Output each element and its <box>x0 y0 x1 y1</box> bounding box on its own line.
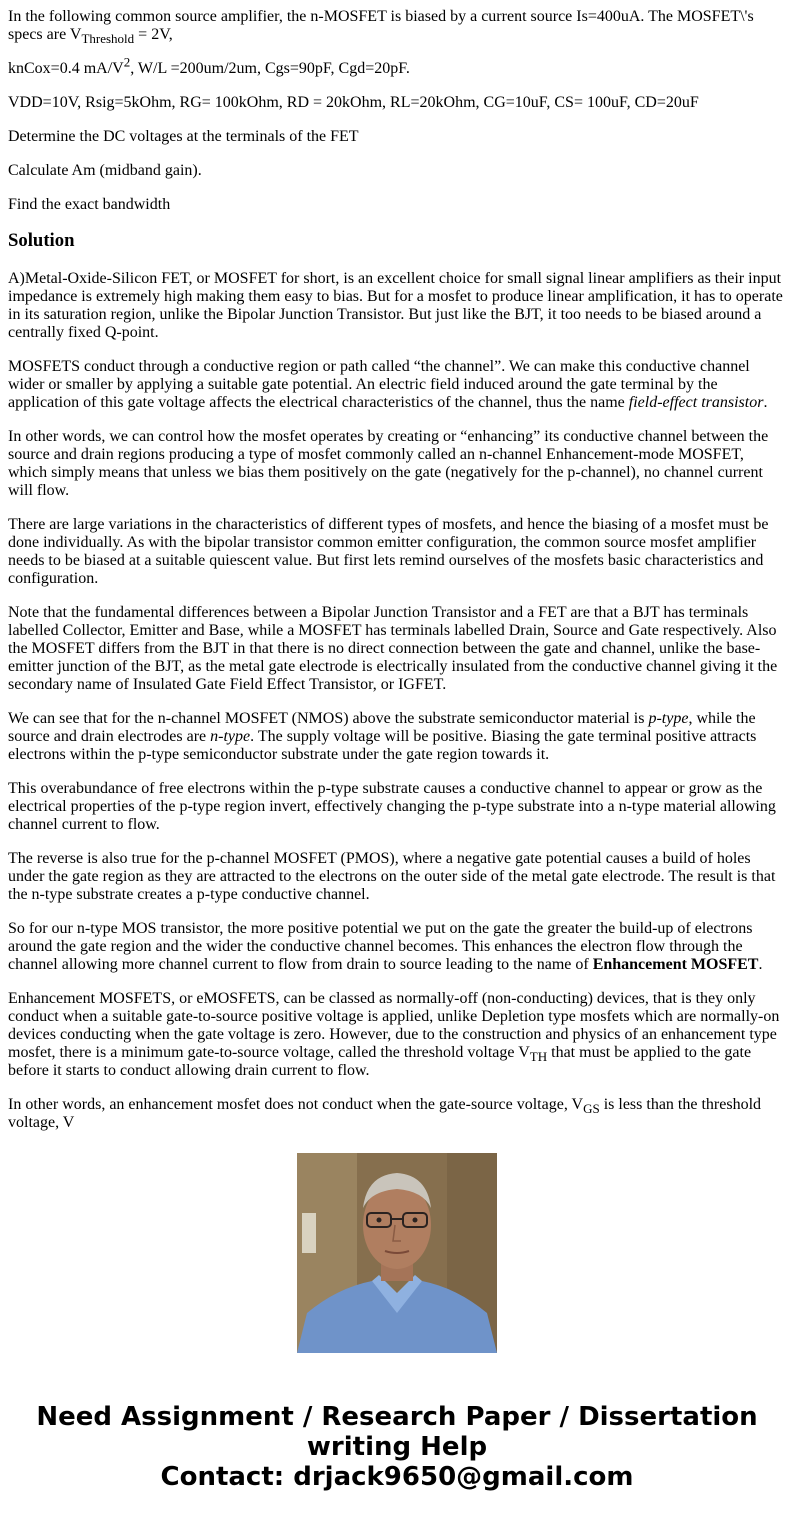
solution-text: that must be applied to the gate before it starts to conduct allowing drain current to flow. <box>8 1044 752 1079</box>
promo-line: Need Assignment / Research Paper / Dissertation <box>36 1402 758 1432</box>
emphasis-text: p-type <box>648 710 689 727</box>
promo-banner <box>0 1402 794 1492</box>
article-content <box>8 0 786 1131</box>
question-paragraph-4: Determine the DC voltages at the terminals of the FET <box>8 128 359 145</box>
solution-text: Enhancement MOSFETS, or eMOSFETS, can be classed as normally-off (non-conducting) devices, that is they only conduct when a suitable gate-to-source positive voltage is applied, unlike Depletion type mosfets which are normally-on devices conducting when the gate voltage is zero. However, due to the construction and physics of an enhancement type mosfet, there is a minimum gate-to-source voltage, called the threshold voltage V <box>8 990 780 1061</box>
question-paragraph-3: VDD=10V, Rsig=5kOhm, RG= 100kOhm, RD = 20kOhm, RL=20kOhm, CG=10uF, CS= 100uF, CD=20uF <box>8 94 699 111</box>
solution-paragraph-4: There are large variations in the characteristics of different types of mosfets, and hence the biasing of a mosfet must be done individually. As with the bipolar transistor common emitter configuration, the common source mosfet amplifier needs to be biased at a suitable quiescent value. But first lets remind ourselves of the mosfets basic characteristics and configuration. <box>8 516 769 587</box>
question-text: In the following common source amplifier, the n-MOSFET is biased by a current source Is=400uA. The MOSFET\'s specs are V <box>8 8 754 43</box>
solution-text: . The supply voltage will be positive. Biasing the gate terminal positive attracts electrons within the p-type semiconductor substrate under the gate region towards it. <box>8 728 757 763</box>
solution-text: . <box>758 956 763 973</box>
contact-email: Contact: drjack9650@gmail.com <box>160 1462 634 1492</box>
question-paragraph-5: Calculate Am (midband gain). <box>8 162 202 179</box>
question-paragraph-1 <box>8 8 786 47</box>
author-avatar <box>297 1153 497 1353</box>
emphasis-text: field-effect transistor <box>628 394 764 411</box>
emphasis-text: n-type <box>210 728 251 745</box>
solution-paragraph-1: A)Metal-Oxide-Silicon FET, or MOSFET for short, is an excellent choice for small signal linear amplifiers as their input impedance is extremely high making them easy to bias. But for a mosfet to produce linear amplification, it has to operate in its saturation region, unlike the Bipolar Junction Transistor. But just like the BJT, it too needs to be biased around a centrally fixed Q-point. <box>8 270 783 341</box>
solution-text: is less than the threshold voltage, V <box>8 1096 762 1131</box>
solution-paragraph-9 <box>8 920 786 974</box>
subscript: TH <box>529 1049 548 1065</box>
solution-text: MOSFETS conduct through a conductive region or path called “the channel”. We can make this conductive channel wider or smaller by applying a suitable gate potential. An electric field induced around the gate terminal by the application of this gate voltage affects the electrical characteristics of the channel, thus the name <box>8 358 750 411</box>
question-text: knCox=0.4 mA/V <box>8 60 124 77</box>
solution-heading: Solution <box>8 230 75 251</box>
solution-text: So for our n-type MOS transistor, the more positive potential we put on the gate the greater the build-up of electrons around the gate region and the wider the conductive channel becomes. This enhances the electron flow through the channel allowing more channel current to flow from drain to source leading to the name of <box>8 920 753 973</box>
question-paragraph-2 <box>8 54 786 78</box>
solution-paragraph-10 <box>8 990 786 1080</box>
question-paragraph-6: Find the exact bandwidth <box>8 196 171 213</box>
threshold-subscript: Threshold <box>81 31 135 47</box>
solution-paragraph-8: The reverse is also true for the p-channel MOSFET (PMOS), where a negative gate potential causes a build of holes under the gate region as they are attracted to the electrons on the outer side of the metal gate electrode. The result is that the n-type substrate creates a p-type conductive channel. <box>8 850 776 903</box>
superscript: 2 <box>123 54 131 70</box>
question-text: , W/L =200um/2um, Cgs=90pF, Cgd=20pF. <box>130 60 410 77</box>
subscript: GS <box>583 1101 600 1117</box>
solution-paragraph-3: In other words, we can control how the mosfet operates by creating or “enhancing” its conductive channel between the source and drain regions producing a type of mosfet commonly called an n-channel Enhancement-mode MOSFET, which simply means that unless we bias them positively on the gate (negatively for the p-channel), no channel current will flow. <box>8 428 769 499</box>
solution-text: . <box>763 394 768 411</box>
bold-text: Enhancement MOSFET <box>592 956 759 973</box>
promo-line: writing Help <box>306 1432 488 1462</box>
solution-paragraph-2 <box>8 358 786 412</box>
solution-text: We can see that for the n-channel MOSFET (NMOS) above the substrate semiconductor material is <box>8 710 649 727</box>
solution-paragraph-5: Note that the fundamental differences between a Bipolar Junction Transistor and a FET are that a BJT has terminals labelled Collector, Emitter and Base, while a MOSFET has terminals labelled Drain, Source and Gate respectively. Also the MOSFET differs from the BJT in that there is no direct connection between the gate and channel, unlike the base-emitter junction of the BJT, as the metal gate electrode is electrically insulated from the conductive channel giving it the secondary name of Insulated Gate Field Effect Transistor, or IGFET. <box>8 604 778 693</box>
solution-paragraph-7: This overabundance of free electrons within the p-type substrate causes a conductive channel to appear or grow as the electrical properties of the p-type region invert, effectively changing the p-type substrate into a n-type material allowing channel current to flow. <box>8 780 776 833</box>
author-portrait <box>297 1153 497 1353</box>
solution-text: In other words, an enhancement mosfet does not conduct when the gate-source voltage, V <box>8 1096 584 1113</box>
solution-text: , while the source and drain electrodes are <box>8 710 756 745</box>
solution-paragraph-11 <box>8 1096 786 1132</box>
question-text: = 2V, <box>134 26 173 43</box>
solution-paragraph-6 <box>8 710 786 764</box>
